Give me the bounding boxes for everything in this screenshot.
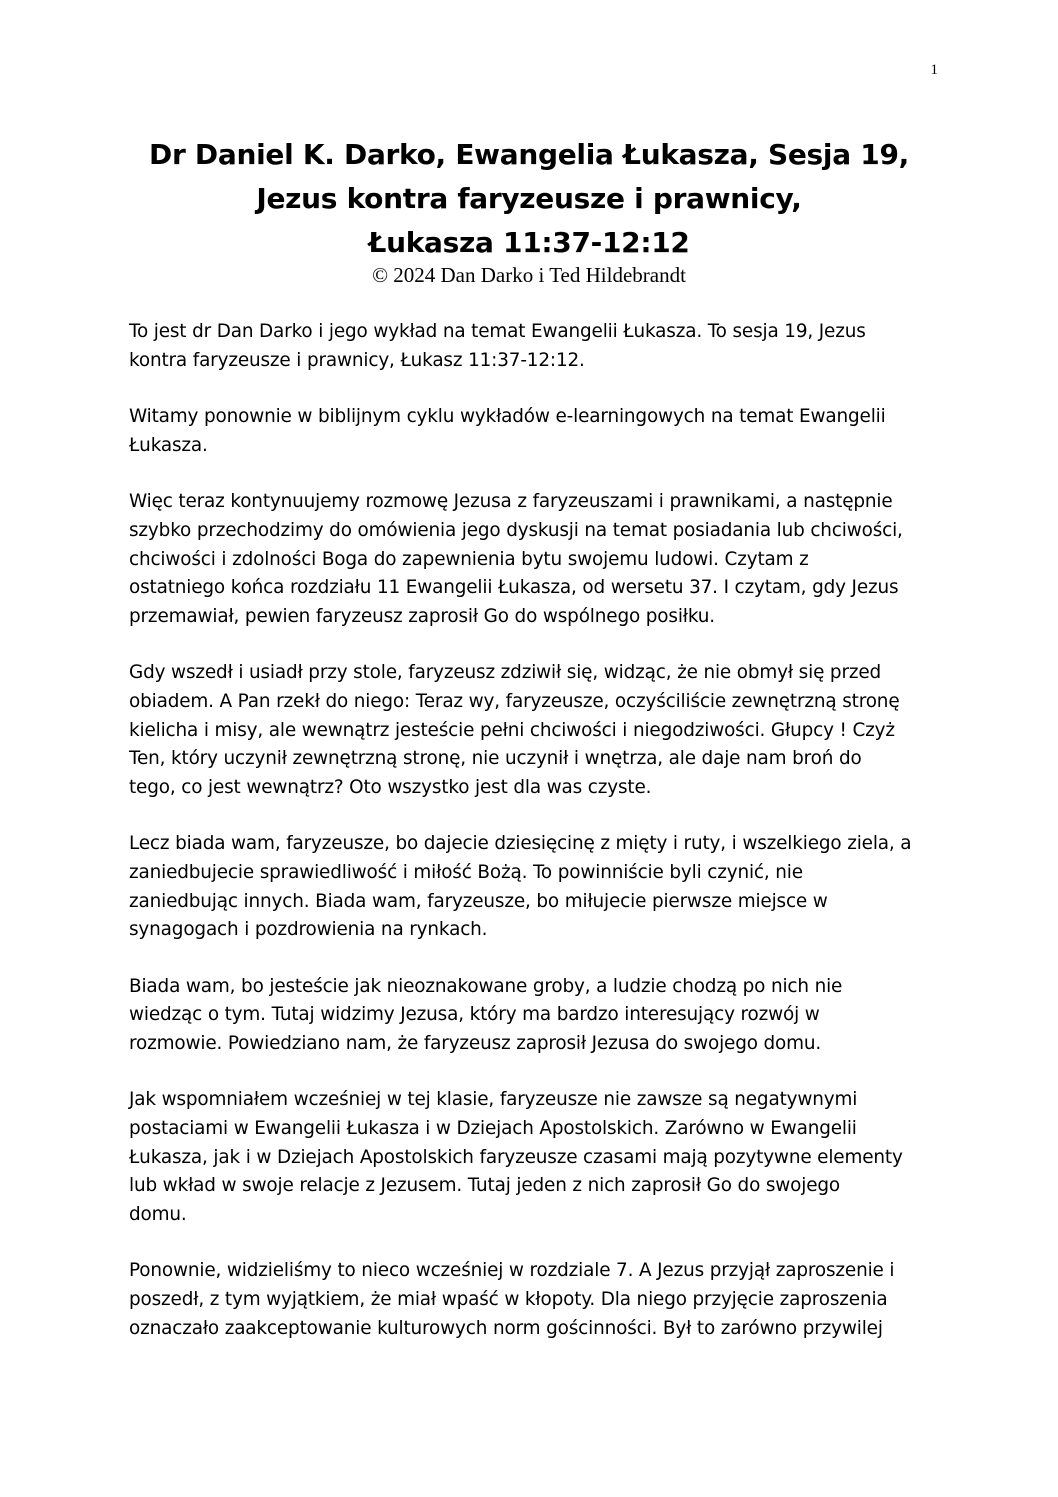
paragraph-line: oznaczało zaakceptowanie kulturowych norm gościnności. Był to zarówno przywilej xyxy=(129,1317,883,1339)
paragraph xyxy=(129,1257,929,1343)
paragraph xyxy=(129,318,929,375)
paragraph-line: postaciami w Ewangelii Łukasza i w Dziejach Apostolskich. Zarówno w Ewangelii xyxy=(129,1118,857,1140)
paragraph-line: Więc teraz kontynuujemy rozmowę Jezusa z faryzeuszami i prawnikami, a następnie xyxy=(129,491,893,513)
paragraph-line: obiadem. A Pan rzekł do niego: Teraz wy, faryzeusze, oczyściliście zewnętrzną stronę xyxy=(129,690,900,712)
paragraph xyxy=(129,659,929,802)
paragraph-line: Witamy ponownie w biblijnym cyklu wykładów e-learningowych na temat Ewangelii xyxy=(129,406,886,428)
paragraph-line: zaniedbujecie sprawiedliwość i miłość Bożą. To powinniście byli czynić, nie xyxy=(129,861,803,883)
paragraph-line: Łukasza. xyxy=(129,434,208,456)
paragraph xyxy=(129,1086,929,1229)
document-title-line-3: Łukasza 11:37-12:12 xyxy=(368,226,690,259)
paragraph-line: Ponownie, widzieliśmy to nieco wcześniej w rozdziale 7. A Jezus przyjął zaproszenie i xyxy=(129,1260,895,1282)
paragraph-line: kontra faryzeusze i prawnicy, Łukasz 11:37-12:12. xyxy=(129,349,585,371)
paragraph-line: poszedł, z tym wyjątkiem, że miał wpaść w kłopoty. Dla niego przyjęcie zaproszenia xyxy=(129,1289,888,1311)
paragraph-line: zaniedbując innych. Biada wam, faryzeusze, bo miłujecie pierwsze miejsce w xyxy=(129,890,828,912)
document-body xyxy=(129,318,929,1371)
paragraph xyxy=(129,830,929,944)
paragraph-line: tego, co jest wewnątrz? Oto wszystko jest dla was czyste. xyxy=(129,776,652,798)
paragraph-line: szybko przechodzimy do omówienia jego dyskusji na temat posiadania lub chciwości, xyxy=(129,519,903,541)
paragraph xyxy=(129,403,929,460)
paragraph xyxy=(129,488,929,631)
document-title-line-1: Dr Daniel K. Darko, Ewangelia Łukasza, Sesja 19, xyxy=(149,138,909,171)
paragraph-line: Ten, który uczynił zewnętrzną stronę, nie uczynił i wnętrza, ale daje nam broń do xyxy=(129,748,862,770)
paragraph xyxy=(129,973,929,1059)
paragraph-line: rozmowie. Powiedziano nam, że faryzeusz zaprosił Jezusa do swojego domu. xyxy=(129,1032,822,1054)
paragraph-line: Gdy wszedł i usiadł przy stole, faryzeusz zdziwił się, widząc, że nie obmył się przed xyxy=(129,662,882,684)
paragraph-line: ostatniego końca rozdziału 11 Ewangelii Łukasza, od wersetu 37. I czytam, gdy Jezus xyxy=(129,577,899,599)
paragraph-line: wiedząc o tym. Tutaj widzimy Jezusa, który ma bardzo interesujący rozwój w xyxy=(129,1004,820,1026)
copyright-notice: © 2024 Dan Darko i Ted Hildebrandt xyxy=(372,263,686,287)
paragraph-line: Jak wspomniałem wcześniej w tej klasie, faryzeusze nie zawsze są negatywnymi xyxy=(129,1089,858,1111)
paragraph-line: kielicha i misy, ale wewnątrz jesteście pełni chciwości i niegodziwości. Głupcy ! Czyż xyxy=(129,719,895,741)
paragraph-line: lub wkład w swoje relacje z Jezusem. Tutaj jeden z nich zaprosił Go do swojego xyxy=(129,1175,841,1197)
paragraph-line: Łukasza, jak i w Dziejach Apostolskich faryzeusze czasami mają pozytywne elementy xyxy=(129,1146,903,1168)
document-title-line-2: Jezus kontra faryzeusze i prawnicy, xyxy=(256,182,802,215)
document-header xyxy=(0,133,1058,288)
paragraph-line: chciwości i zdolności Boga do zapewnienia bytu swojemu ludowi. Czytam z xyxy=(129,548,809,570)
paragraph-line: domu. xyxy=(129,1203,187,1225)
paragraph-line: Biada wam, bo jesteście jak nieoznakowane groby, a ludzie chodzą po nich nie xyxy=(129,975,843,997)
page-number: 1 xyxy=(930,62,938,78)
paragraph-line: synagogach i pozdrowienia na rynkach. xyxy=(129,919,488,941)
paragraph-line: przemawiał, pewien faryzeusz zaprosił Go do wspólnego posiłku. xyxy=(129,605,715,627)
paragraph-line: To jest dr Dan Darko i jego wykład na temat Ewangelii Łukasza. To sesja 19, Jezus xyxy=(129,321,866,342)
paragraph-line: Lecz biada wam, faryzeusze, bo dajecie dziesięcinę z mięty i ruty, i wszelkiego ziela, a xyxy=(129,833,912,855)
